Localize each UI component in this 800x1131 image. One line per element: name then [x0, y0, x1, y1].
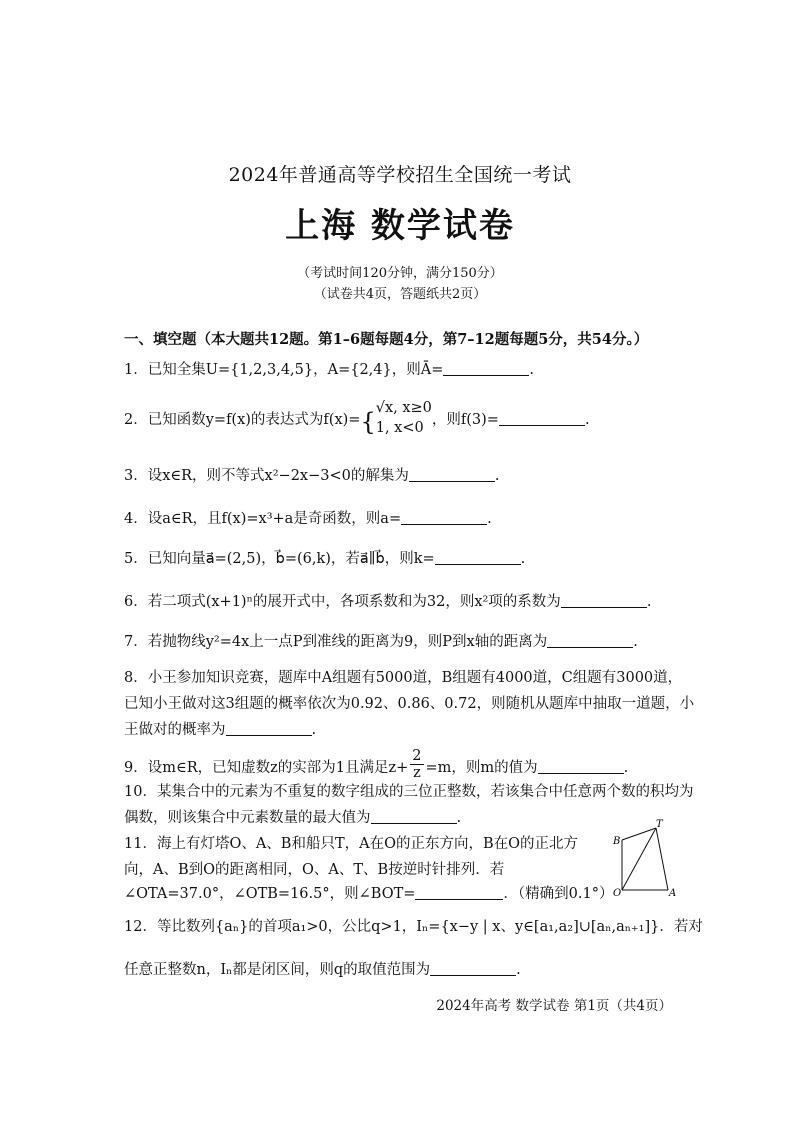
answer-blank: [371, 809, 457, 825]
page-footer: 2024年高考 数学试卷 第1页（共4页）: [436, 998, 672, 1014]
question-9-tail: =m，则m的值为: [425, 760, 538, 776]
question-3-text: 3．设x∈R，则不等式x²−2x−3<0的解集为: [124, 468, 409, 484]
section-title: 一、填空题（本大题共12题。第1–6题每题4分，第7–12题每题5分，共54分。）: [124, 331, 649, 348]
answer-blank: [226, 721, 312, 737]
question-10-line-1: 10．某集合中的元素为不重复的数字组成的三位正整数，若该集合中任意两个数的积均为: [124, 784, 694, 800]
lighthouse-figure: [610, 818, 680, 898]
case-1: √x, x≥0: [375, 400, 432, 416]
question-8-text: 王做对的概率为: [124, 722, 226, 738]
fraction: [410, 748, 423, 781]
exam-time-note: （考试时间120分钟，满分150分）: [297, 266, 503, 281]
question-12-line-2: 任意正整数n，Iₙ都是闭区间，则q的取值范围为 .: [124, 962, 521, 978]
label-B: B: [613, 836, 621, 847]
question-4-text: 4．设a∈R，且f(x)=x³+a是奇函数，则a=: [124, 511, 402, 527]
question-11-line-1: 11．海上有灯塔O、A、B和船只T，A在O的正东方向，B在O的正北方: [124, 836, 579, 852]
question-2-tail: ，则f(3)=: [431, 412, 499, 428]
answer-blank: [538, 759, 624, 775]
brace-icon: {: [360, 408, 376, 436]
edge-TA: [656, 828, 668, 890]
answer-blank: [435, 550, 521, 566]
answer-blank: [443, 361, 529, 377]
answer-blank: [547, 633, 633, 649]
question-9: 9．设m∈R，已知虚数z的实部为1且满足z+ $\frac{2}{z}$ =m，则m的值为 .: [124, 748, 629, 781]
answer-blank: [409, 467, 495, 483]
question-8-line-1: 8．小王参加知识竞赛，题库中A组题有5000道，B组题有4000道，C组题有3000道，: [124, 670, 683, 686]
question-10-text: 偶数，则该集合中元素数量的最大值为: [124, 810, 371, 826]
question-12-line-1: 12．等比数列{aₙ}的首项a₁>0，公比q>1，Iₙ={x−y | x、y∈[a₁,a₂]∪[aₙ,aₙ₊₁]}．若对: [124, 919, 703, 935]
question-8-line-2: 已知小王做对这3组题的概率依次为0.92、0.86、0.72，则随机从题库中抽取一道题，小: [124, 696, 695, 712]
question-5: 5．已知向量a⃗=(2,5)，b⃗=(6,k)，若a⃗∥b⃗，则k= .: [124, 551, 526, 567]
question-7: 7．若抛物线y²=4x上一点P到准线的距离为9，则P到x轴的距离为 .: [124, 634, 638, 650]
question-12-text: 任意正整数n，Iₙ都是闭区间，则q的取值范围为: [124, 962, 431, 978]
answer-blank: [415, 885, 503, 901]
question-9-text: 9．设m∈R，已知虚数z的实部为1且满足z+: [124, 760, 409, 776]
question-6: 6．若二项式(x+1)ⁿ的展开式中，各项系数和为32，则x²项的系数为 .: [124, 594, 652, 610]
answer-blank: [561, 593, 647, 609]
question-2: 2．已知函数y=f(x)的表达式为f(x)={ √x, x≥0 1, x<0 ，则f(3)= .: [124, 400, 590, 436]
exam-subtitle: 2024年普通高等学校招生全国统一考试: [228, 164, 572, 186]
answer-blank: [430, 961, 516, 977]
edge-OT: [622, 828, 656, 890]
question-10-line-2: 偶数，则该集合中元素数量的最大值为 .: [124, 810, 462, 826]
fraction-numerator: 2: [412, 748, 422, 764]
question-11-text: ∠OTA=37.0°，∠OTB=16.5°，则∠BOT=: [124, 886, 416, 902]
label-O: O: [613, 888, 622, 898]
question-5-text: 5．已知向量a⃗=(2,5)，b⃗=(6,k)，若a⃗∥b⃗，则k=: [124, 551, 435, 567]
question-11-line-3: [124, 882, 613, 903]
piecewise-cases: [376, 398, 432, 438]
question-8-line-3: 王做对的概率为 .: [124, 722, 317, 738]
question-11-tail: ．（精确到0.1°）: [503, 886, 614, 902]
label-A: A: [669, 888, 677, 898]
exam-pages-note: （试卷共4页，答题纸共2页）: [313, 287, 487, 302]
question-1: 1．已知全集U={1,2,3,4,5}，A={2,4}，则Ā= .: [124, 362, 534, 378]
question-3: 3．设x∈R，则不等式x²−2x−3<0的解集为 .: [124, 468, 500, 484]
question-11-line-2: 向，A、B到O的距离相同，O、A、T、B按逆时针排列．若: [124, 862, 505, 878]
answer-blank: [401, 510, 487, 526]
question-4: 4．设a∈R，且f(x)=x³+a是奇函数，则a= .: [124, 511, 492, 527]
exam-title: 上海 数学试卷: [285, 206, 515, 246]
fraction-denominator: z: [413, 765, 421, 781]
case-2: 1, x<0: [375, 420, 424, 436]
answer-blank: [499, 411, 585, 427]
label-T: T: [656, 819, 663, 830]
question-7-text: 7．若抛物线y²=4x上一点P到准线的距离为9，则P到x轴的距离为: [124, 634, 548, 650]
question-6-text: 6．若二项式(x+1)ⁿ的展开式中，各项系数和为32，则x²项的系数为: [124, 594, 561, 610]
question-2-text: 2．已知函数y=f(x)的表达式为f(x)=: [124, 412, 361, 428]
question-1-text: 1．已知全集U={1,2,3,4,5}，A={2,4}，则Ā=: [124, 362, 444, 378]
